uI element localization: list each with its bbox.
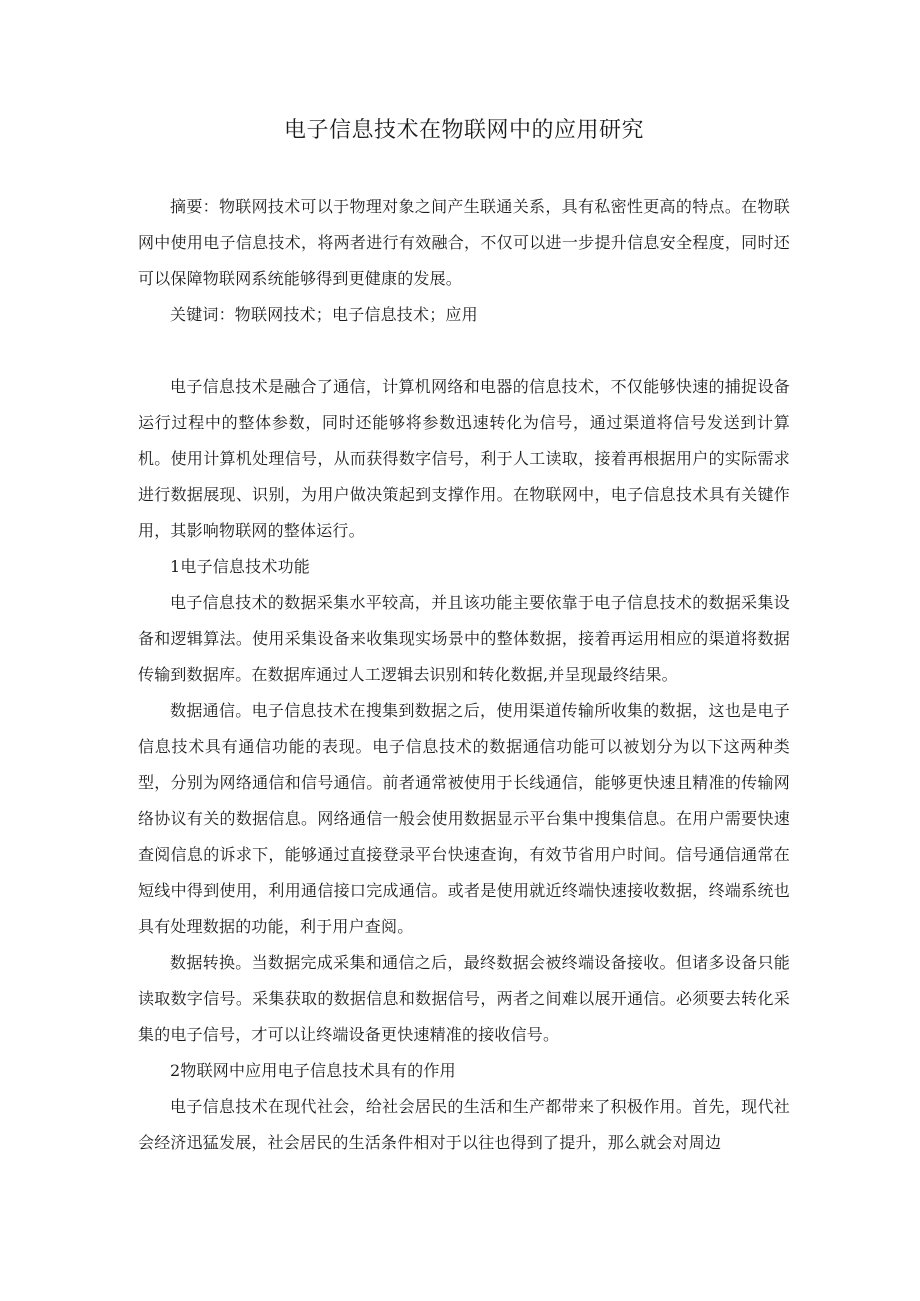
intro-paragraph: 电子信息技术是融合了通信，计算机网络和电器的信息技术，不仅能够快速的捕捉设备运行过程中的整体参数，同时还能够将参数迅速转化为信号，通过渠道将信号发送到计算机。使用计算机处理信号，从而获得数字信号，利于人工读取，接着再根据用户的实际需求进行数据展现、识别，为用户做决策起到支撑作用。在物联网中，电子信息技术具有关键作用，其影响物联网的整体运行。 xyxy=(138,377,790,540)
section-2-paragraph-1: 电子信息技术在现代社会，给社会居民的生活和生产都带来了积极作用。首先，现代社会经济迅猛发展，社会居民的生活条件相对于以往也得到了提升，那么就会对周边 xyxy=(138,1097,790,1152)
section-1-paragraph-3: 数据转换。当数据完成采集和通信之后，最终数据会被终端设备接收。但诸多设备只能读取数字信号。采集获取的数据信息和数据信号，两者之间难以展开通信。必须要去转化采集的电子信号，才可以让终端设备更快速精准的接收信号。 xyxy=(138,953,790,1044)
section-1-heading: 1电子信息技术功能 xyxy=(170,557,310,576)
abstract-paragraph: 摘要：物联网技术可以于物理对象之间产生联通关系，具有私密性更高的特点。在物联网中使用电子信息技术，将两者进行有效融合，不仅可以进一步提升信息安全程度，同时还可以保障物联网系统能够得到更健康的发展。 xyxy=(138,197,790,288)
section-1-paragraph-1: 电子信息技术的数据采集水平较高，并且该功能主要依靠于电子信息技术的数据采集设备和逻辑算法。使用采集设备来收集现实场景中的整体数据，接着再运用相应的渠道将数据传输到数据库。在数据库通过人工逻辑去识别和转化数据,并呈现最终结果。 xyxy=(138,593,790,684)
keywords-paragraph: 关键词：物联网技术；电子信息技术；应用 xyxy=(170,305,478,324)
section-1-paragraph-2: 数据通信。电子信息技术在搜集到数据之后，使用渠道传输所收集的数据，这也是电子信息技术具有通信功能的表现。电子信息技术的数据通信功能可以被划分为以下这两种类型，分别为网络通信和信号通信。前者通常被使用于长线通信，能够更快速且精准的传输网络协议有关的数据信息。网络通信一般会使用数据显示平台集中搜集信息。在用户需要快速查阅信息的诉求下，能够通过直接登录平台快速查询，有效节省用户时间。信号通信通常在短线中得到使用，利用通信接口完成通信。或者是使用就近终端快速接收数据，终端系统也具有处理数据的功能，利于用户查阅。 xyxy=(138,701,790,936)
section-2-heading: 2物联网中应用电子信息技术具有的作用 xyxy=(170,1061,456,1080)
document-title: 电子信息技术在物联网中的应用研究 xyxy=(283,118,644,143)
